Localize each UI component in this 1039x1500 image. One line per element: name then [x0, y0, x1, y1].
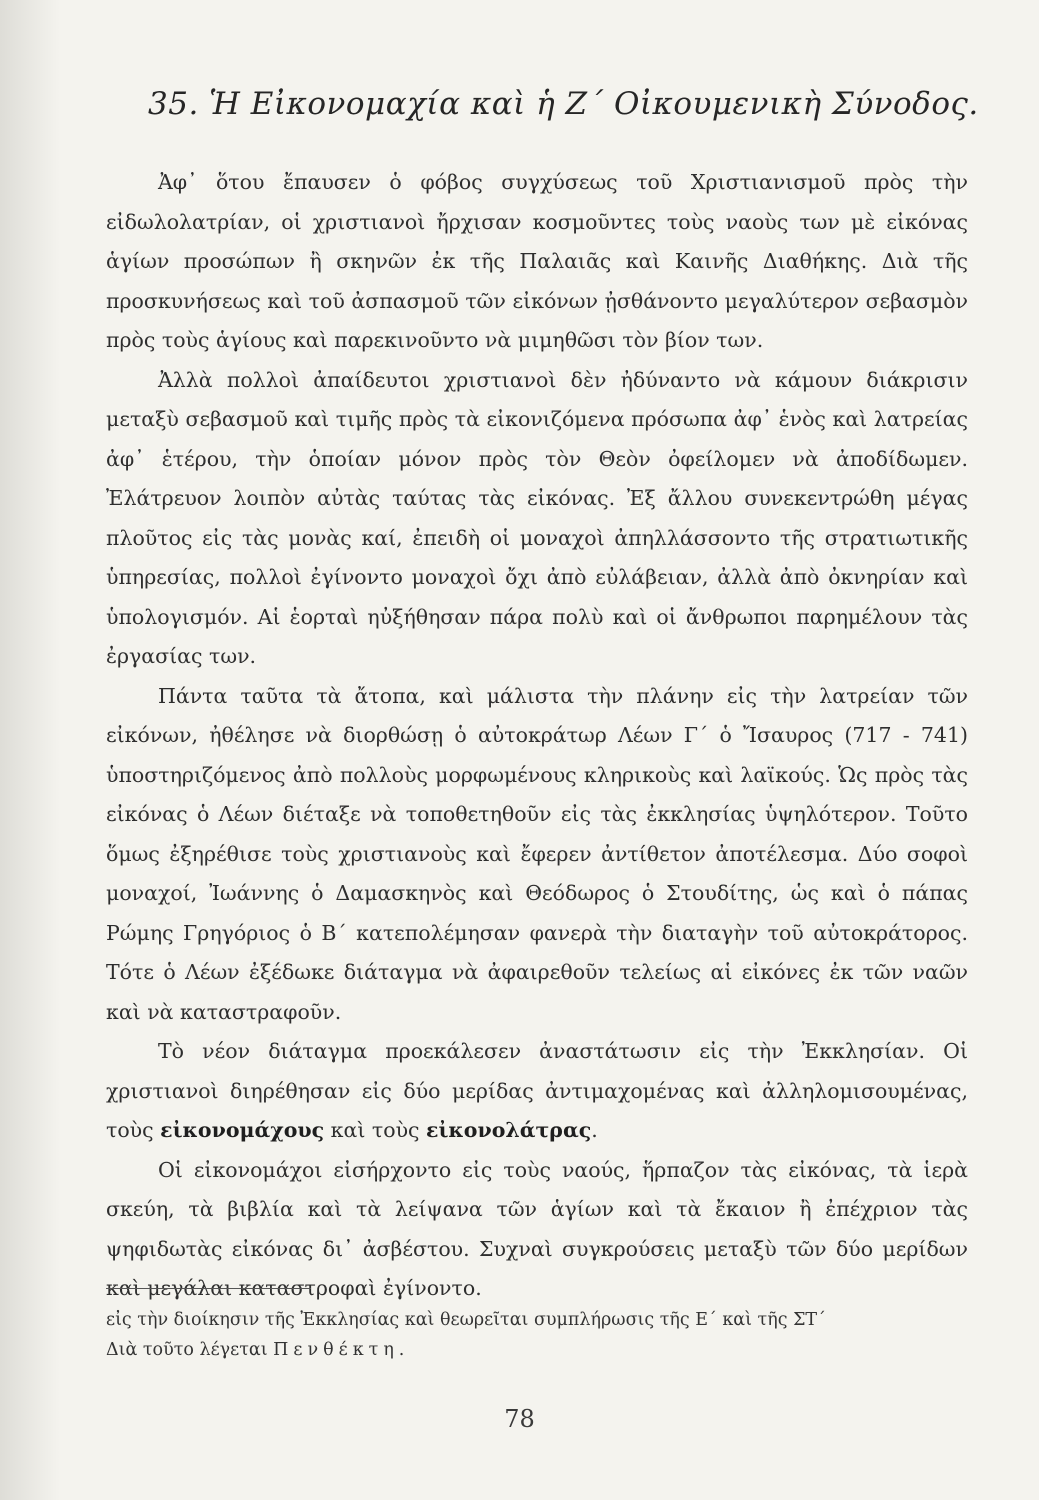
chapter-title: 35. Ἡ Εἰκονομαχία καὶ ἡ Ζ΄ Οἰκουμενικὴ Σύνοδος. — [148, 86, 979, 122]
paragraph-4-text-e: . — [591, 1118, 598, 1142]
term-iconolaters: εἰκονολάτρας — [426, 1118, 592, 1142]
footnote — [106, 1305, 968, 1365]
footnote-divider — [106, 1288, 311, 1289]
paragraph-4-text-c: καὶ τοὺς — [330, 1118, 420, 1142]
footnote-term-penthekte: Πενθέκτη. — [273, 1340, 410, 1360]
paragraph-5: Οἱ εἰκονομάχοι εἰσήρχοντο εἰς τοὺς ναούς, ἥρπαζον τὰς εἰκόνας, τὰ ἱερὰ σκεύη, τὰ βιβλία καὶ τὰ λείψανα τῶν ἁγίων καὶ τὰ ἔκαιον ἢ ἐπέχριον τὰς ψηφιδωτὰς εἰκόνας δι᾽ ἀσβέστου. Συχναὶ συγκρούσεις μεταξὺ τῶν δύο μερίδων καὶ μεγάλαι καταστροφαὶ ἐγίνοντο. — [106, 1157, 968, 1300]
footnote-line-1: εἰς τὴν διοίκησιν τῆς Ἐκκλησίας καὶ θεωρεῖται συμπλήρωσις τῆς Ε΄ καὶ τῆς ΣΤ΄ — [106, 1310, 826, 1330]
term-iconoclasts: εἰκονομάχους — [160, 1118, 325, 1142]
page-edge-shadow — [0, 0, 60, 1500]
page-number: 78 — [504, 1405, 535, 1433]
paragraph-1: Ἀφ᾽ ὅτου ἔπαυσεν ὁ φόβος συγχύσεως τοῦ Χριστιανισμοῦ πρὸς τὴν εἰδωλολατρίαν, οἱ χριστιανοὶ ἤρχισαν κοσμοῦντες τοὺς ναοὺς των μὲ εἰκόνας ἁγίων προσώπων ἢ σκηνῶν ἐκ τῆς Παλαιᾶς καὶ Καινῆς Διαθήκης. Διὰ τῆς προσκυνήσεως καὶ τοῦ ἀσπασμοῦ τῶν εἰκόνων ᾐσθάνοντο μεγαλύτερον σεβασμὸν πρὸς τοὺς ἁγίους καὶ παρεκινοῦντο νὰ μιμηθῶσι τὸν βίον των. — [106, 170, 968, 352]
footnote-line-2-text: Διὰ τοῦτο λέγεται — [106, 1340, 268, 1360]
footnote-line-2 — [106, 1335, 968, 1365]
paragraph-4 — [106, 1032, 968, 1151]
paragraph-3: Πάντα ταῦτα τὰ ἄτοπα, καὶ μάλιστα τὴν πλάνην εἰς τὴν λατρείαν τῶν εἰκόνων, ἠθέλησε νὰ διορθώσῃ ὁ αὐτοκράτωρ Λέων Γ΄ ὁ Ἴσαυρος (717 - 741) ὑποστηριζόμενος ἀπὸ πολλοὺς μορφωμένους κληρικοὺς καὶ λαϊκούς. Ὡς πρὸς τὰς εἰκόνας ὁ Λέων διέταξε νὰ τοποθετηθοῦν εἰς τὰς ἐκκλησίας ὑψηλότερον. Τοῦτο ὅμως ἐξηρέθισε τοὺς χριστιανοὺς καὶ ἔφερεν ἀντίθετον ἀποτέλεσμα. Δύο σοφοὶ μοναχοί, Ἰωάννης ὁ Δαμασκηνὸς καὶ Θεόδωρος ὁ Στουδίτης, ὡς καὶ ὁ πάπας Ρώμης Γρηγόριος ὁ Β΄ κατεπολέμησαν φανερὰ τὴν διαταγὴν τοῦ αὐτοκράτορος. Τότε ὁ Λέων ἐξέδωκε διάταγμα νὰ ἀφαιρεθοῦν τελείως αἱ εἰκόνες ἐκ τῶν ναῶν καὶ νὰ καταστραφοῦν. — [106, 683, 968, 1024]
body-text — [106, 163, 968, 1309]
paragraph-4-text-a: Τὸ νέον διάταγμα προεκάλεσεν ἀναστάτωσιν εἰς τὴν Ἐκκλησίαν. Οἱ χριστιανοὶ διηρέθησαν εἰς δύο μερίδας ἀντιμαχομένας καὶ ἀλληλομισουμένας, τοὺς — [106, 1039, 968, 1142]
paragraph-2: Ἀλλὰ πολλοὶ ἀπαίδευτοι χριστιανοὶ δὲν ἠδύναντο νὰ κάμουν διάκρισιν μεταξὺ σεβασμοῦ καὶ τιμῆς πρὸς τὰ εἰκονιζόμενα πρόσωπα ἀφ᾽ ἑνὸς καὶ λατρείας ἀφ᾽ ἑτέρου, τὴν ὁποίαν μόνον πρὸς τὸν Θεὸν ὀφείλομεν νὰ ἀποδίδωμεν. Ἐλάτρευον λοιπὸν αὐτὰς ταύτας τὰς εἰκόνας. Ἐξ ἄλλου συνεκεντρώθη μέγας πλοῦτος εἰς τὰς μονὰς καί, ἐπειδὴ οἱ μοναχοὶ ἀπηλλάσσοντο τῆς στρατιωτικῆς ὑπηρεσίας, πολλοὶ ἐγίνοντο μοναχοὶ ὄχι ἀπὸ εὐλάβειαν, ἀλλὰ ἀπὸ ὀκνηρίαν καὶ ὑπολογισμόν. Αἱ ἑορταὶ ηὐξήθησαν πάρα πολὺ καὶ οἱ ἄνθρωποι παρημέλουν τὰς ἐργασίας των. — [106, 367, 968, 668]
